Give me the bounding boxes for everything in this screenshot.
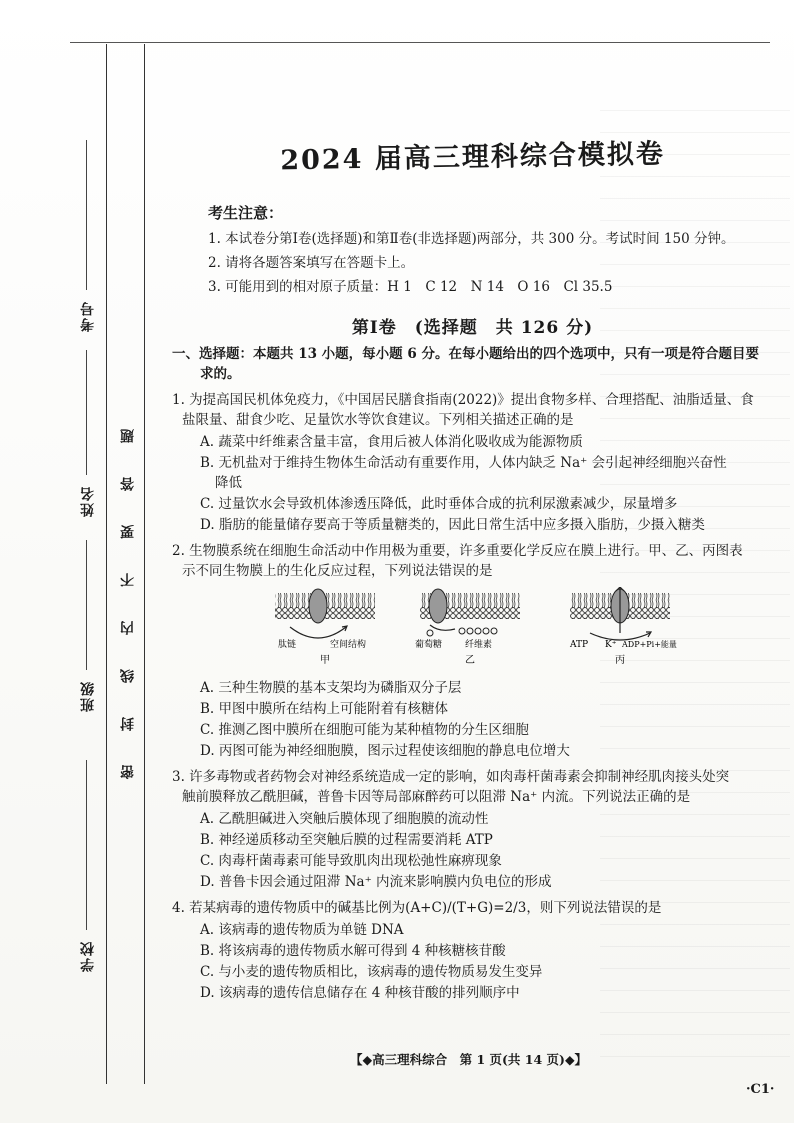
panel-label-bing: 丙 bbox=[615, 655, 625, 666]
arrow-jia bbox=[290, 627, 346, 638]
notice-item: 1. 本试卷分第Ⅰ卷(选择题)和第Ⅱ卷(非选择题)两部分，共 300 分。考试时间 150 分钟。 bbox=[208, 231, 735, 247]
panel-bing bbox=[569, 587, 677, 666]
notice-title: 考生注意： bbox=[208, 204, 284, 222]
page-footer: 【◆高三理科综合 第 1 页(共 14 页)◆】 bbox=[350, 1052, 588, 1067]
exam-title: 2024 届高三理科综合模拟卷 bbox=[280, 138, 666, 177]
option-3d: D. 普鲁卡因会通过阻滞 Na⁺ 内流来影响膜内负电位的形成 bbox=[200, 874, 552, 890]
binding-margin bbox=[0, 0, 160, 1123]
exam-number-label: 考号 bbox=[80, 300, 96, 332]
question-3 bbox=[172, 767, 785, 807]
question-1 bbox=[172, 390, 785, 430]
option-4c: C. 与小麦的遗传物质相比，该病毒的遗传物质易发生变异 bbox=[200, 964, 543, 980]
option-4a: A. 该病毒的遗传物质为单链 DNA bbox=[200, 922, 404, 938]
exam-content bbox=[160, 135, 785, 1004]
question-stem: 3. 许多毒物或者药物会对神经系统造成一定的影响，如肉毒杆菌毒素会抑制神经肌肉接头处突 bbox=[172, 769, 730, 785]
option-4d: D. 该病毒的遗传信息储存在 4 种核苷酸的排列顺序中 bbox=[200, 985, 520, 1001]
name-label: 姓名 bbox=[80, 485, 96, 517]
part-instructions-line2: 求的。 bbox=[200, 366, 241, 382]
part-instructions bbox=[172, 344, 785, 384]
option-3b: B. 神经递质移动至突触后膜的过程需要消耗 ATP bbox=[200, 832, 493, 848]
question-stem-cont: 示不同生物膜上的生化反应过程，下列说法错误的是 bbox=[182, 563, 493, 579]
part-instructions-line1: 一、选择题：本题共 13 小题，每小题 6 分。在每小题给出的四个选项中，只有一项是符合题目要 bbox=[172, 346, 759, 362]
option-2c: C. 推测乙图中膜所在细胞可能为某种植物的分生区细胞 bbox=[200, 722, 529, 738]
school-blank bbox=[86, 760, 87, 930]
top-border-line bbox=[70, 42, 770, 43]
option-1d: D. 脂肪的能量储存要高于等质量糖类的，因此日常生活中应多摄入脂肪，少摄入糖类 bbox=[200, 517, 705, 533]
panel-label-jia: 甲 bbox=[320, 655, 330, 666]
margin-line-inner bbox=[144, 44, 145, 1084]
arrow-bing bbox=[590, 633, 650, 640]
option-2a: A. 三种生物膜的基本支架均为磷脂双分子层 bbox=[200, 680, 462, 696]
seal-line-text: 密封线内不要答题 bbox=[120, 395, 136, 779]
protein-jia bbox=[309, 589, 327, 623]
margin-line-outer bbox=[106, 44, 107, 1084]
glucose-unit bbox=[427, 630, 433, 636]
option-1b bbox=[200, 453, 785, 493]
class-blank bbox=[86, 540, 87, 670]
label-peptide: 肽链 bbox=[278, 640, 297, 650]
option-3c: C. 肉毒杆菌毒素可能导致肌肉出现松弛性麻痹现象 bbox=[200, 853, 502, 869]
panel-yi bbox=[415, 589, 520, 666]
option-2d: D. 丙图可能为神经细胞膜，图示过程使该细胞的静息电位增大 bbox=[200, 743, 570, 759]
label-k-ion: K⁺ bbox=[605, 640, 617, 650]
notice-item: 2. 请将各题答案填写在答题卡上。 bbox=[208, 255, 415, 271]
question-stem-cont: 盐限量、甜食少吃、足量饮水等饮食建议。下列相关描述正确的是 bbox=[182, 412, 574, 428]
panel-jia bbox=[275, 589, 375, 666]
question-4: 4. 若某病毒的遗传物质中的碱基比例为(A+C)/(T+G)=2/3，则下列说法错误的是 bbox=[172, 900, 662, 916]
school-label: 学校 bbox=[80, 940, 96, 972]
membrane-figure bbox=[270, 587, 690, 667]
question-2 bbox=[172, 541, 785, 581]
option-3a: A. 乙酰胆碱进入突触后膜体现了细胞膜的流动性 bbox=[200, 811, 489, 827]
protein-yi bbox=[429, 589, 447, 623]
paper-code: ·C1· bbox=[746, 1082, 775, 1097]
option-1a: A. 蔬菜中纤维素含量丰富，食用后被人体消化吸收成为能源物质 bbox=[200, 434, 583, 450]
notice-item: 3. 可能用到的相对原子质量：H 1 C 12 N 14 O 16 Cl 35.5 bbox=[208, 279, 613, 295]
label-spatial-structure: 空间结构 bbox=[330, 640, 367, 650]
label-glucose: 葡萄糖 bbox=[415, 640, 443, 650]
question-stem: 2. 生物膜系统在细胞生命活动中作用极为重要，许多重要化学反应在膜上进行。甲、乙、丙图表 bbox=[172, 543, 743, 559]
label-cellulose: 纤维素 bbox=[465, 640, 493, 650]
option-1c: C. 过量饮水会导致机体渗透压降低，此时垂体合成的抗利尿激素减少，尿量增多 bbox=[200, 496, 678, 512]
option-text-cont: 降低 bbox=[215, 475, 242, 491]
option-4b: B. 将该病毒的遗传物质水解可得到 4 种核糖核苷酸 bbox=[200, 943, 506, 959]
class-label: 班级 bbox=[80, 680, 96, 712]
option-2b: B. 甲图中膜所在结构上可能附着有核糖体 bbox=[200, 701, 449, 717]
name-blank bbox=[86, 350, 87, 475]
question-stem-cont: 触前膜释放乙酰胆碱，普鲁卡因等局部麻醉药可以阻滞 Na⁺ 内流。下列说法正确的是 bbox=[182, 789, 691, 805]
question-stem: 1. 为提高国民机体免疫力，《中国居民膳食指南(2022)》提出食物多样、合理搭配、油脂适量、食 bbox=[172, 392, 754, 408]
option-text: B. 无机盐对于维持生物体生命活动有重要作用，人体内缺乏 Na⁺ 会引起神经细胞兴奋性 bbox=[200, 455, 727, 471]
exam-number-blank bbox=[86, 140, 87, 290]
label-adp: ADP+Pi+能量 bbox=[622, 640, 677, 649]
panel-label-yi: 乙 bbox=[465, 655, 475, 666]
section-title: 第Ⅰ卷 (选择题 共 126 分) bbox=[351, 318, 594, 338]
label-atp: ATP bbox=[570, 640, 589, 650]
